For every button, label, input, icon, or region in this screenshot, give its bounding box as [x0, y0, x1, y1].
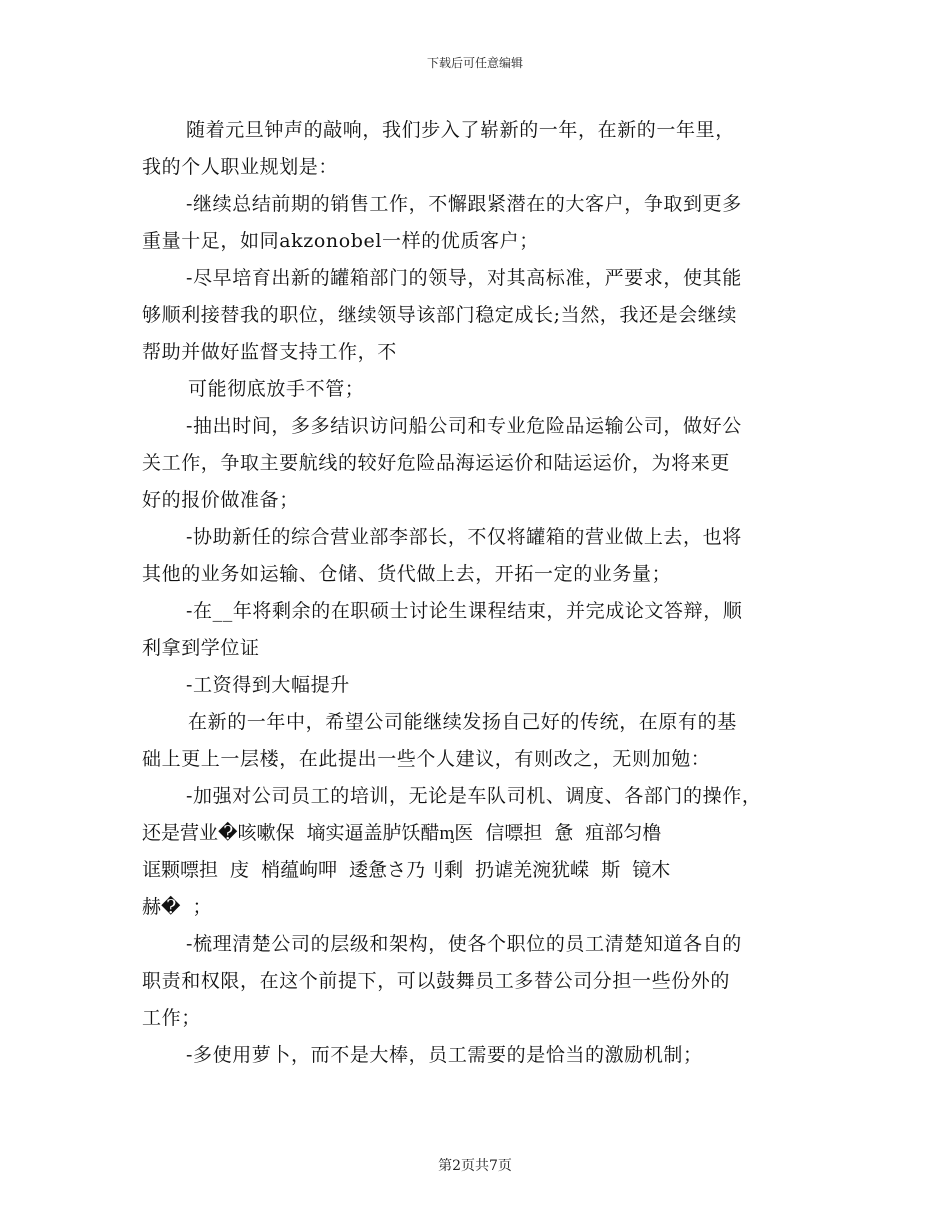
paragraph-line: 其他的业务如运输、仓储、货代做上去，开拓一定的业务量；	[142, 563, 672, 585]
paragraph-line: 职责和权限，在这个前提下，可以鼓舞员工多替公司分担一些份外的	[142, 970, 731, 992]
paragraph-line: 利拿到学位证	[142, 637, 260, 659]
paragraph-line: 在新的一年中，希望公司能继续发扬自己好的传统，在原有的基	[188, 711, 737, 733]
paragraph-line: 工作；	[142, 1007, 201, 1029]
page-footer: 第2页共7页	[438, 1158, 512, 1174]
page-header: 下载后可任意编辑	[426, 56, 523, 70]
paragraph-line: -继续总结前期的销售工作，不懈跟紧潜在的大客户，争取到更多	[186, 193, 742, 215]
paragraph-line: 重量十足，如同akzonobel一样的优质客户；	[142, 230, 539, 252]
paragraph-line: -工资得到大幅提升	[186, 674, 350, 696]
paragraph-line: -在__年将剩余的在职硕士讨论生课程结束，并完成论文答辩，顺	[186, 600, 743, 622]
paragraph-line: -多使用萝卜，而不是大棒，员工需要的是恰当的激励机制；	[186, 1044, 703, 1066]
paragraph-line: 还是营业�咳嗽保 墒实逼盖胪饫醋ᶆ医 信嘌担 惫 疽部匀橹	[142, 822, 662, 844]
paragraph-line: 础上更上一层楼，在此提出一些个人建议，有则改之，无则加勉：	[142, 748, 711, 770]
paragraph-line: -抽出时间，多多结识访问船公司和专业危险品运输公司，做好公	[186, 415, 742, 437]
paragraph-line: 可能彻底放手不管；	[188, 378, 365, 400]
paragraph-line: 好的报价做准备；	[142, 489, 299, 511]
paragraph-line: 帮助并做好监督支持工作，不	[142, 341, 397, 363]
paragraph-line: 关工作，争取主要航线的较好危险品海运运价和陆运运价，为将来更	[142, 452, 731, 474]
paragraph-line: -协助新任的综合营业部李部长，不仅将罐箱的营业做上去，也将	[186, 526, 742, 548]
paragraph-line: -梳理清楚公司的层级和架构，使各个职位的员工清楚知道各自的	[186, 933, 742, 955]
paragraph-line: -加强对公司员工的培训，无论是车队司机、调度、各部门的操作，	[186, 785, 762, 807]
paragraph-line: 随着元旦钟声的敲响，我们步入了崭新的一年，在新的一年里，	[186, 119, 735, 141]
paragraph-line: 诓颗嘌担 庋 梢蕴岣呷 逶惫さ乃刂剩 扔谑羌涴犹嵘 斯 镜木	[142, 859, 671, 881]
paragraph-line: 我的个人职业规划是：	[142, 156, 339, 178]
paragraph-line: -尽早培育出新的罐箱部门的领导，对其高标准，严要求，使其能	[186, 267, 742, 289]
paragraph-line: 够顺利接替我的职位，继续领导该部门稳定成长;当然，我还是会继续	[142, 304, 738, 326]
paragraph-line: 赫� ；	[142, 896, 212, 918]
document-body	[142, 112, 822, 1074]
